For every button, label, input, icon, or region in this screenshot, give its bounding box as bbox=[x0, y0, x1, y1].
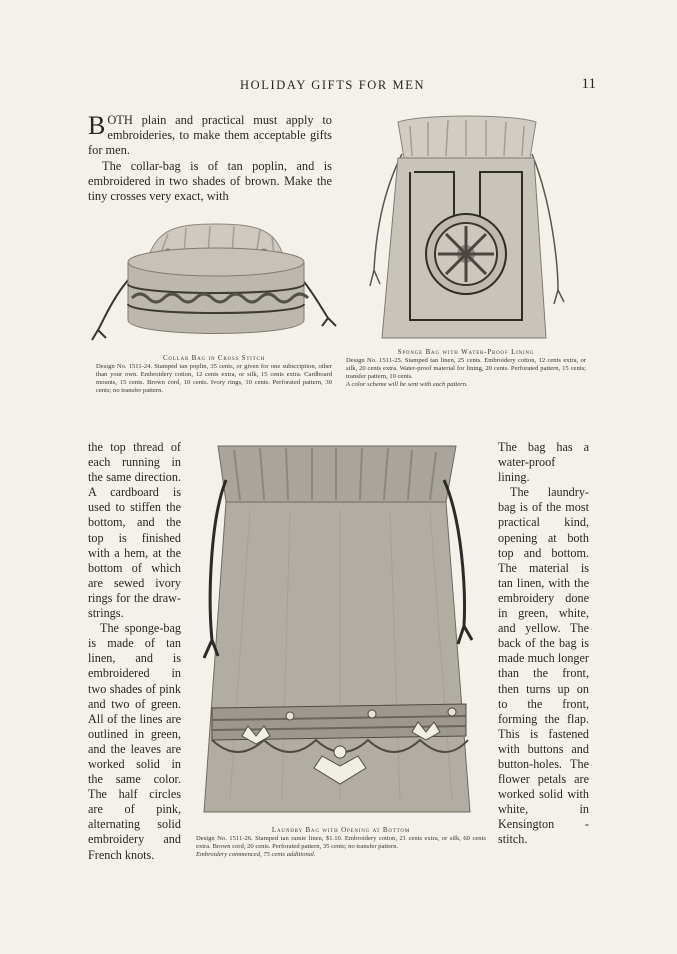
sponge-bag-caption-note: A color scheme will be sent with each pattern. bbox=[346, 381, 468, 389]
intro-paragraph-2: The collar-bag is of tan poplin, and is embroidered in two shades of brown. Make the tiny crosses very exact, with bbox=[88, 158, 332, 204]
sponge-bag-photo bbox=[362, 114, 570, 342]
intro-paragraph-1 bbox=[88, 113, 332, 159]
left-column-paragraph-2: The sponge-bag is made of tan linen, and is embroidered in two shades of pink and two of green. All of the lines are outlined in green, and the leaves are worked solid in the same color. The half circles are of pink, alternating solid embroidery and French knots. bbox=[88, 621, 181, 862]
laundry-bag-caption-body: Design No. 1511-26. Stamped tan ramie linen, $1.10. Embroidery cotton, 21 cents extra, or silk, 60 cents extra. Brown cord, 20 cents. Perforated pattern, 35 cents; no transfer pattern. bbox=[196, 835, 486, 851]
laundry-bag-caption bbox=[196, 826, 486, 859]
collar-bag-caption bbox=[96, 354, 332, 395]
sponge-bag-caption bbox=[346, 348, 586, 389]
intro-text bbox=[88, 113, 332, 204]
left-column-paragraph-1: the top thread of each running in the same direction. A cardboard is used to stiffen the bottom, and the top is finished with a hem, at the bottom of which are sewed ivory rings for the draw-strings. bbox=[88, 440, 181, 621]
laundry-bag-photo bbox=[190, 440, 490, 818]
laundry-bag-caption-note: Embroidery commenced, 75 cents additional. bbox=[196, 851, 316, 859]
sponge-bag-caption-title: Sponge Bag with Water-Proof Lining bbox=[397, 348, 535, 356]
collar-bag-caption-title: Collar Bag in Cross Stitch bbox=[162, 354, 266, 362]
right-column bbox=[498, 440, 589, 848]
page-number: 11 bbox=[581, 76, 596, 92]
collar-bag-caption-body: Design No. 1511-24. Stamped tan poplin, 35 cents, or given for one subscription, other than your own. Embroidery cotton, 12 cents extra, or silk, 15 cents extra. Cardboard mounts, 15 cents. Brown cord, 10 cents. Ivory rings, 10 cents. Perforated pattern, 30 cents; no transfer pattern. bbox=[96, 363, 332, 395]
running-title: HOLIDAY GIFTS FOR MEN bbox=[240, 78, 426, 92]
sponge-bag-caption-body: Design No. 1511-25. Stamped tan linen, 25 cents. Embroidery cotton, 12 cents extra, or silk, 20 cents extra. Water-proof material for lining, 20 cents. Perforated pattern, 15 cents; transfer pattern, 10 cents. bbox=[346, 357, 586, 381]
drop-cap: B bbox=[88, 111, 106, 140]
laundry-bag-caption-title: Laundry Bag with Opening at Bottom bbox=[271, 826, 411, 834]
intro-paragraph-1-text: OTH plain and practical must apply to embroideries, to make them acceptable gifts for men. bbox=[88, 113, 332, 158]
page-header bbox=[90, 78, 600, 100]
left-column bbox=[88, 440, 181, 863]
right-column-paragraph-1: The bag has a water-proof lining. bbox=[498, 440, 589, 485]
collar-bag-photo bbox=[88, 222, 344, 348]
right-column-paragraph-2: The laundry-bag is of the most practical kind, opening at both top and bottom. The material is tan linen, with the embroidery done in green, white, and yellow. The back of the bag is made much longer than the front, then turns up on to the front, forming the flap. This is fastened with buttons and button-holes. The flower petals are worked solid with white, in Kensington - stitch. bbox=[498, 485, 589, 847]
